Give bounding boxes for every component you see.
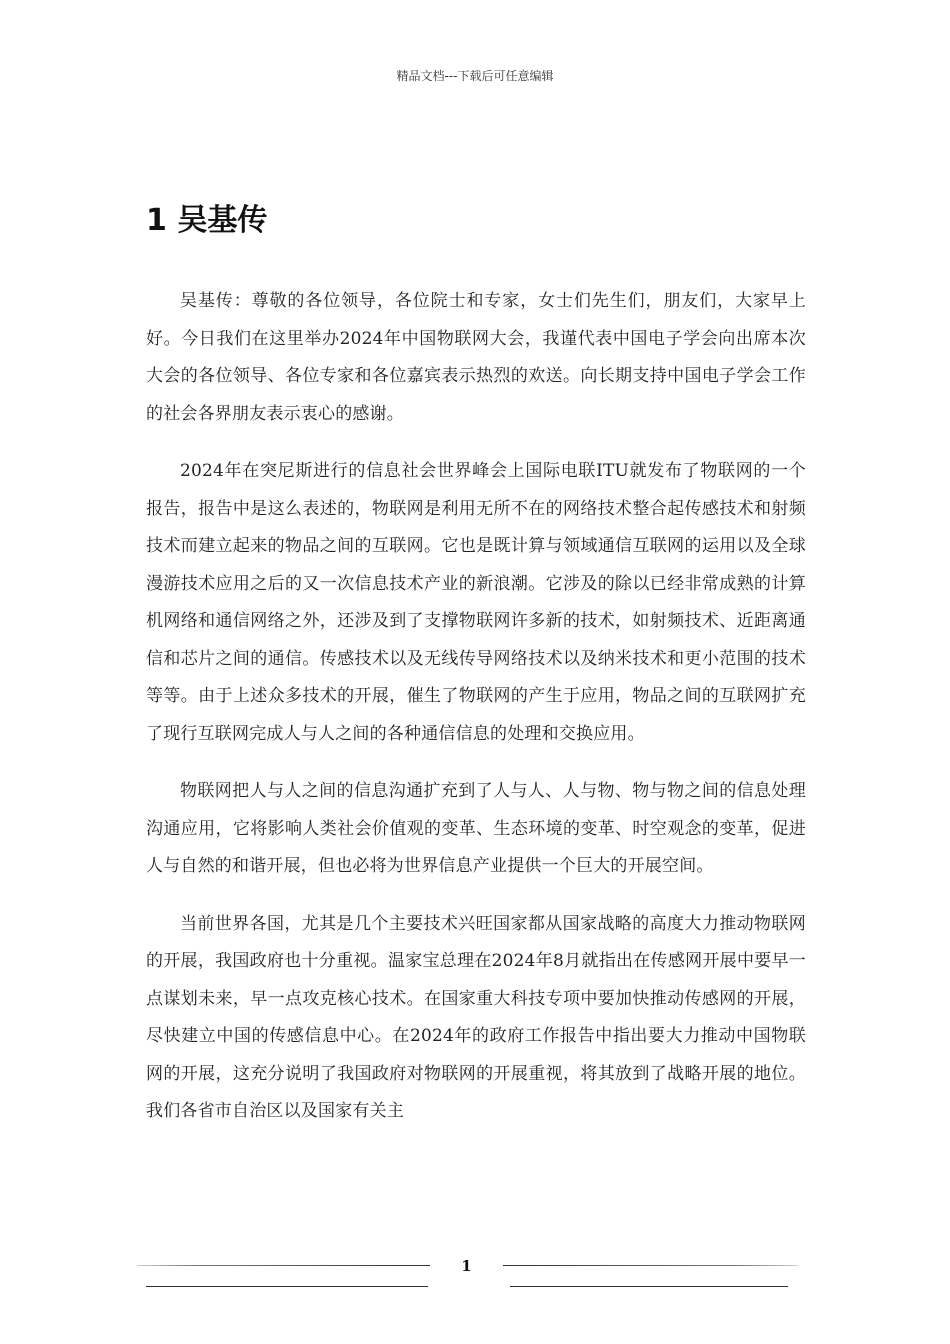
footer-rule-right-top <box>503 1265 798 1266</box>
chapter-title: 1 吴基传 <box>146 203 268 238</box>
footer-rule-left-top <box>137 1265 430 1266</box>
page-header: 精品文档---下载后可任意编辑 <box>396 69 554 83</box>
footer-rule-left-bottom <box>146 1286 428 1287</box>
body-text <box>146 283 806 1151</box>
paragraph: 吴基传：尊敬的各位领导，各位院士和专家，女士们先生们，朋友们，大家早上好。今日我们在这里举办2024年中国物联网大会，我谨代表中国电子学会向出席本次大会的各位领导、各位专家和各位嘉宾表示热烈的欢送。向长期支持中国电子学会工作的社会各界朋友表示衷心的感谢。 <box>146 291 806 424</box>
paragraph: 2024年在突尼斯进行的信息社会世界峰会上国际电联ITU就发布了物联网的一个报告，报告中是这么表述的，物联网是利用无所不在的网络技术整合起传感技术和射频技术而建立起来的物品之间的互联网。它也是既计算与领域通信互联网的运用以及全球漫游技术应用之后的又一次信息技术产业的新浪潮。它涉及的除以已经非常成熟的计算机网络和通信网络之外，还涉及到了支撑物联网许多新的技术，如射频技术、近距离通信和芯片之间的通信。传感技术以及无线传导网络技术以及纳米技术和更小范围的技术等等。由于上述众多技术的开展，催生了物联网的产生于应用，物品之间的互联网扩充了现行互联网完成人与人之间的各种通信信息的处理和交换应用。 <box>146 461 806 744</box>
paragraph: 当前世界各国，尤其是几个主要技术兴旺国家都从国家战略的高度大力推动物联网的开展，我国政府也十分重视。温家宝总理在2024年8月就指出在传感网开展中要早一点谋划未来，早一点攻克核心技术。在国家重大科技专项中要加快推动传感网的开展，尽快建立中国的传感信息中心。在2024年的政府工作报告中指出要大力推动中国物联网的开展，这充分说明了我国政府对物联网的开展重视，将其放到了战略开展的地位。我们各省市自治区以及国家有关主 <box>146 913 806 1121</box>
page-number: 1 <box>461 1257 472 1275</box>
page-footer <box>0 1256 950 1296</box>
footer-rule-right-bottom <box>510 1286 788 1287</box>
paragraph: 物联网把人与人之间的信息沟通扩充到了人与人、人与物、物与物之间的信息处理沟通应用，它将影响人类社会价值观的变革、生态环境的变革、时空观念的变革，促进人与自然的和谐开展，但也必将为世界信息产业提供一个巨大的开展空间。 <box>146 781 806 876</box>
